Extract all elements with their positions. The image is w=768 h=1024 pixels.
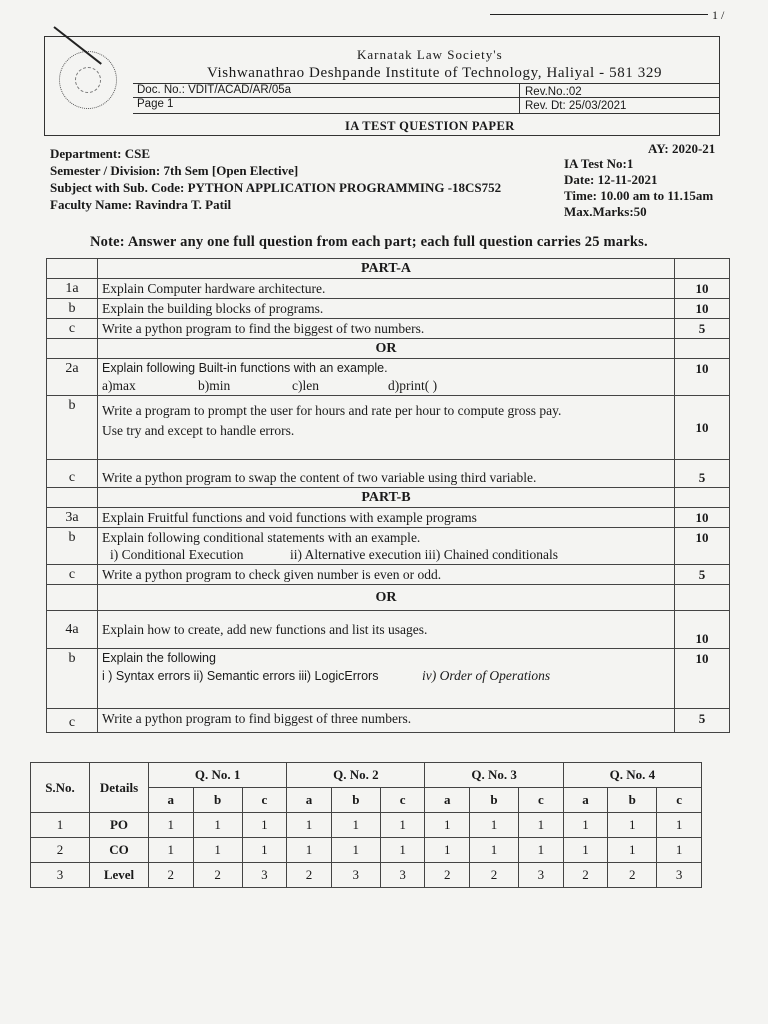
mapping-cell: 1 — [149, 813, 194, 838]
subject: Subject with Sub. Code: PYTHON APPLICATION PROGRAMMING -18CS752 — [50, 180, 502, 195]
marks: 5 — [675, 319, 730, 339]
faculty: Faculty Name: Ravindra T. Patil — [50, 197, 232, 212]
question-row: 4a Explain how to create, add new functions and list its usages. 10 — [47, 611, 730, 649]
or-divider: OR — [98, 585, 675, 611]
marks: 5 — [675, 709, 730, 733]
question-text: Explain how to create, add new functions and list its usages. — [98, 611, 675, 649]
marks: 5 — [675, 565, 730, 585]
question-text: Explain Computer hardware architecture. — [98, 279, 675, 299]
test-time: Time: 10.00 am to 11.15am — [564, 188, 714, 203]
academic-year: AY: 2020-21 — [648, 141, 716, 156]
mapping-row — [31, 813, 702, 838]
document-header — [44, 36, 720, 136]
top-rule — [490, 14, 708, 15]
mapping-cell: 1 — [331, 813, 380, 838]
details-header: Details — [90, 763, 149, 813]
mapping-cell: 1 — [287, 838, 332, 863]
question-row: b Explain the building blocks of programs. 10 — [47, 299, 730, 319]
mapping-cell: 2 — [563, 863, 608, 888]
q3-header: Q. No. 3 — [425, 763, 563, 788]
marks: 10 — [675, 508, 730, 528]
department: Department: CSE — [50, 146, 151, 161]
test-date: Date: 12-11-2021 — [564, 172, 658, 187]
mapping-cell: 2 — [193, 863, 242, 888]
marks: 10 — [675, 299, 730, 319]
row-sno: 2 — [31, 838, 90, 863]
question-row: 1a Explain Computer hardware architecture. 10 — [47, 279, 730, 299]
mapping-cell: 1 — [519, 838, 564, 863]
question-text: Write a program to prompt the user for hours and rate per hour to compute gross pay. Use try and except to handle errors. — [98, 396, 675, 460]
question-row: c Write a python program to find the biggest of two numbers. 5 — [47, 319, 730, 339]
question-row: c Write a python program to find biggest of three numbers. 5 — [47, 709, 730, 733]
part-b-heading: PART-B — [98, 488, 675, 508]
question-row: b Explain following conditional statements with an example. i) Conditional Execution ii) Alternative execution iii) Chained conditionals 10 — [47, 528, 730, 565]
q2-header: Q. No. 2 — [287, 763, 425, 788]
marks: 10 — [675, 396, 730, 460]
mapping-cell: 1 — [425, 838, 470, 863]
question-row: c Write a python program to check given number is even or odd. 5 — [47, 565, 730, 585]
mapping-cell: 2 — [425, 863, 470, 888]
paper-title: IA TEST QUESTION PAPER — [345, 119, 515, 133]
mapping-row — [31, 863, 702, 888]
mapping-cell: 1 — [380, 813, 425, 838]
mapping-cell: 3 — [657, 863, 702, 888]
ia-test-number: IA Test No:1 — [564, 156, 634, 171]
mapping-cell: 2 — [287, 863, 332, 888]
or-divider: OR — [98, 339, 675, 359]
mapping-cell: 1 — [331, 838, 380, 863]
mapping-cell: 1 — [425, 813, 470, 838]
institute-seal-icon — [59, 51, 117, 109]
mapping-cell: 1 — [608, 838, 657, 863]
questions-table — [46, 258, 730, 733]
society-name: Karnatak Law Society's — [357, 47, 503, 62]
mapping-cell: 3 — [331, 863, 380, 888]
institute-name: Vishwanathrao Deshpande Institute of Technology, Haliyal - 581 329 — [207, 65, 663, 81]
section-row — [47, 259, 730, 279]
question-row: b Explain the following i ) Syntax errors ii) Semantic errors iii) LogicErrors iv) Order of Operations 10 — [47, 649, 730, 709]
mapping-cell: 1 — [242, 813, 287, 838]
row-detail: CO — [90, 838, 149, 863]
row-sno: 3 — [31, 863, 90, 888]
marks: 5 — [675, 460, 730, 488]
question-text: Explain following Built-in functions with an example. a)max b)min c)len d)print( ) — [98, 359, 675, 396]
mapping-cell: 1 — [287, 813, 332, 838]
question-row: b Write a program to prompt the user for hours and rate per hour to compute gross pay. Use try and except to handle errors. 10 — [47, 396, 730, 460]
max-marks: Max.Marks:50 — [564, 204, 647, 219]
mapping-cell: 1 — [563, 813, 608, 838]
question-text: Explain the following i ) Syntax errors ii) Semantic errors iii) LogicErrors iv) Order of Operations — [98, 649, 675, 709]
mapping-cell: 1 — [149, 838, 194, 863]
function-options: a)max b)min c)len d)print( ) — [102, 378, 438, 393]
mapping-cell: 1 — [193, 813, 242, 838]
q4-header: Q. No. 4 — [563, 763, 701, 788]
question-text: Explain the building blocks of programs. — [98, 299, 675, 319]
mapping-cell: 1 — [242, 838, 287, 863]
mapping-cell: 3 — [242, 863, 287, 888]
rev-date: Rev. Dt: 25/03/2021 — [525, 100, 627, 112]
mapping-cell: 1 — [657, 813, 702, 838]
po-co-mapping-table — [30, 762, 702, 888]
section-row — [47, 488, 730, 508]
page-number: Page 1 — [137, 98, 174, 110]
sub-header-row: a b c a b c a b c a b c — [31, 788, 702, 813]
marks: 10 — [675, 279, 730, 299]
semester: Semester / Division: 7th Sem [Open Elective] — [50, 163, 299, 178]
mapping-cell: 1 — [563, 838, 608, 863]
question-row: 3a Explain Fruitful functions and void functions with example programs 10 — [47, 508, 730, 528]
mapping-row — [31, 838, 702, 863]
doc-number: Doc. No.: VDIT/ACAD/AR/05a — [137, 84, 292, 96]
marks: 10 — [675, 611, 730, 649]
question-row: c Write a python program to swap the content of two variable using third variable. 5 — [47, 460, 730, 488]
question-text: Write a python program to swap the content of two variable using third variable. — [98, 460, 675, 488]
mapping-cell: 1 — [193, 838, 242, 863]
mapping-cell: 1 — [519, 813, 564, 838]
rev-number: Rev.No.:02 — [525, 86, 582, 98]
sno-header: S.No. — [31, 763, 90, 813]
question-text: Write a python program to check given number is even or odd. — [98, 565, 675, 585]
mapping-cell: 2 — [608, 863, 657, 888]
row-sno: 1 — [31, 813, 90, 838]
mapping-cell: 1 — [657, 838, 702, 863]
question-row: 2a Explain following Built-in functions with an example. a)max b)min c)len d)print( ) 10 — [47, 359, 730, 396]
mapping-cell: 3 — [380, 863, 425, 888]
section-row — [47, 339, 730, 359]
mapping-cell: 1 — [608, 813, 657, 838]
marks: 10 — [675, 528, 730, 565]
question-text: Write a python program to find the biggest of two numbers. — [98, 319, 675, 339]
row-detail: Level — [90, 863, 149, 888]
mapping-cell: 1 — [380, 838, 425, 863]
mapping-cell: 1 — [470, 838, 519, 863]
top-mark: 1 / — [712, 8, 725, 22]
question-text: Explain Fruitful functions and void functions with example programs — [98, 508, 675, 528]
question-text: Explain following conditional statements with an example. i) Conditional Execution ii) Alternative execution iii) Chained conditionals — [98, 528, 675, 565]
part-a-heading: PART-A — [98, 259, 675, 279]
row-detail: PO — [90, 813, 149, 838]
mapping-cell: 2 — [149, 863, 194, 888]
instructions-note: Note: Answer any one full question from each part; each full question carries 25 marks. — [90, 234, 648, 250]
marks: 10 — [675, 359, 730, 396]
question-text: Write a python program to find biggest of three numbers. — [98, 709, 675, 733]
q1-header: Q. No. 1 — [149, 763, 287, 788]
mapping-cell: 1 — [470, 813, 519, 838]
section-row — [47, 585, 730, 611]
marks: 10 — [675, 649, 730, 709]
mapping-cell: 2 — [470, 863, 519, 888]
mapping-cell: 3 — [519, 863, 564, 888]
